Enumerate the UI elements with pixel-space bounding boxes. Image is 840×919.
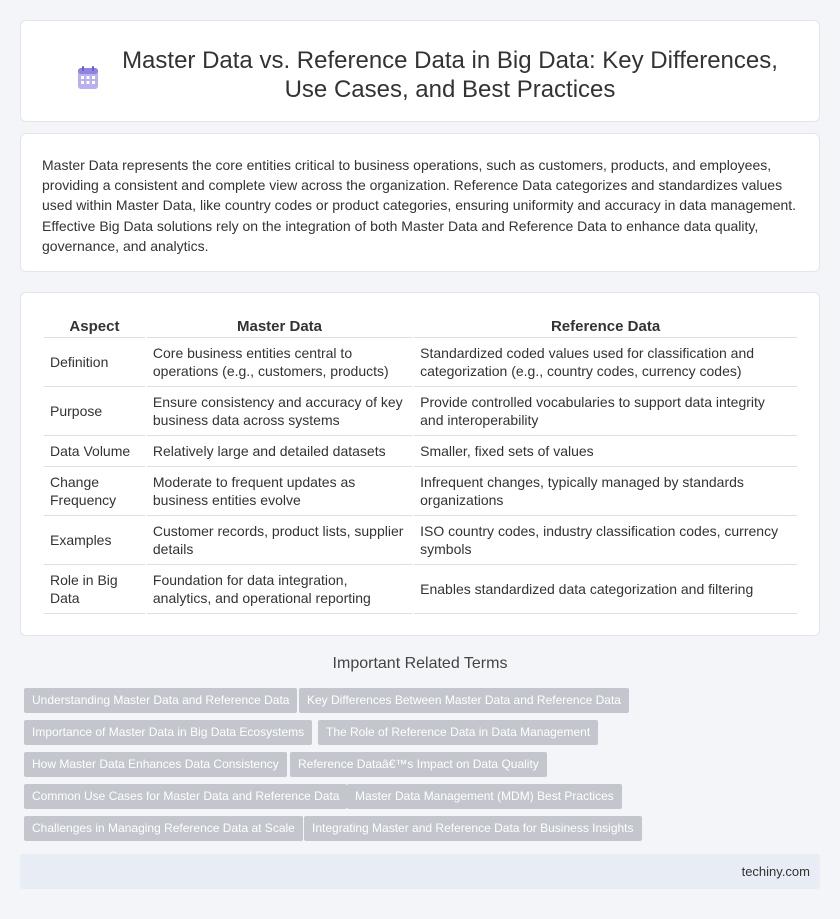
header-master-data: Master Data [147, 314, 412, 338]
comparison-card [20, 292, 820, 636]
row-reference: ISO country codes, industry classification codes, currency symbols [414, 516, 797, 565]
row-aspect: Data Volume [44, 436, 145, 467]
table-header-row [44, 314, 797, 338]
footer [20, 854, 820, 889]
related-term-tag[interactable]: Challenges in Managing Reference Data at Scale [24, 816, 303, 841]
header-reference-data: Reference Data [414, 314, 797, 338]
table-row [44, 387, 797, 436]
row-master: Moderate to frequent updates as business entities evolve [147, 467, 412, 516]
comparison-table [42, 314, 799, 614]
intro-card [20, 133, 820, 272]
row-reference: Infrequent changes, typically managed by standards organizations [414, 467, 797, 516]
row-master: Ensure consistency and accuracy of key business data across systems [147, 387, 412, 436]
row-master: Core business entities central to operations (e.g., customers, products) [147, 338, 412, 387]
table-row [44, 467, 797, 516]
row-master: Foundation for data integration, analytics, and operational reporting [147, 565, 412, 614]
row-aspect: Role in Big Data [44, 565, 145, 614]
table-row [44, 565, 797, 614]
row-master: Customer records, product lists, supplier details [147, 516, 412, 565]
related-term-tag[interactable]: Master Data Management (MDM) Best Practices [347, 784, 622, 809]
row-reference: Standardized coded values used for classification and categorization (e.g., country codes, currency codes) [414, 338, 797, 387]
related-terms-title: Important Related Terms [332, 655, 508, 672]
related-term-tag[interactable]: Key Differences Between Master Data and Reference Data [299, 688, 629, 713]
row-aspect: Definition [44, 338, 145, 387]
calendar-grid-icon [77, 66, 99, 90]
row-reference: Provide controlled vocabularies to support data integrity and interoperability [414, 387, 797, 436]
title-card [20, 20, 820, 122]
page-title: Master Data vs. Reference Data in Big Data: Key Differences, Use Cases, and Best Practices [122, 47, 778, 103]
related-term-tag[interactable]: Integrating Master and Reference Data for Business Insights [304, 816, 642, 841]
related-term-tag[interactable]: The Role of Reference Data in Data Management [318, 720, 598, 745]
row-reference: Enables standardized data categorization and filtering [414, 565, 797, 614]
related-term-tag[interactable]: How Master Data Enhances Data Consistency [24, 752, 287, 777]
header-aspect: Aspect [44, 314, 145, 338]
footer-site: techiny.com [741, 864, 810, 879]
intro-paragraph: Master Data represents the core entities critical to business operations, such as customers, products, and employees, providing a consistent and complete view across the organization. Reference Data categorizes and standardizes values used within Master Data, like country codes or product categories, ensuring uniformity and accuracy in data management. Effective Big Data solutions rely on the integration of both Master Data and Reference Data to enhance data quality, governance, and analytics. [42, 157, 797, 254]
row-reference: Smaller, fixed sets of values [414, 436, 797, 467]
row-aspect: Examples [44, 516, 145, 565]
table-row [44, 436, 797, 467]
table-row [44, 338, 797, 387]
row-aspect: Purpose [44, 387, 145, 436]
related-term-tag[interactable]: Common Use Cases for Master Data and Reference Data [24, 784, 347, 809]
related-term-tag[interactable]: Importance of Master Data in Big Data Ecosystems [24, 720, 312, 745]
row-master: Relatively large and detailed datasets [147, 436, 412, 467]
related-term-tag[interactable]: Understanding Master Data and Reference Data [24, 688, 297, 713]
related-term-tag[interactable]: Reference Dataâ€™s Impact on Data Quality [290, 752, 547, 777]
table-row [44, 516, 797, 565]
row-aspect: Change Frequency [44, 467, 145, 516]
